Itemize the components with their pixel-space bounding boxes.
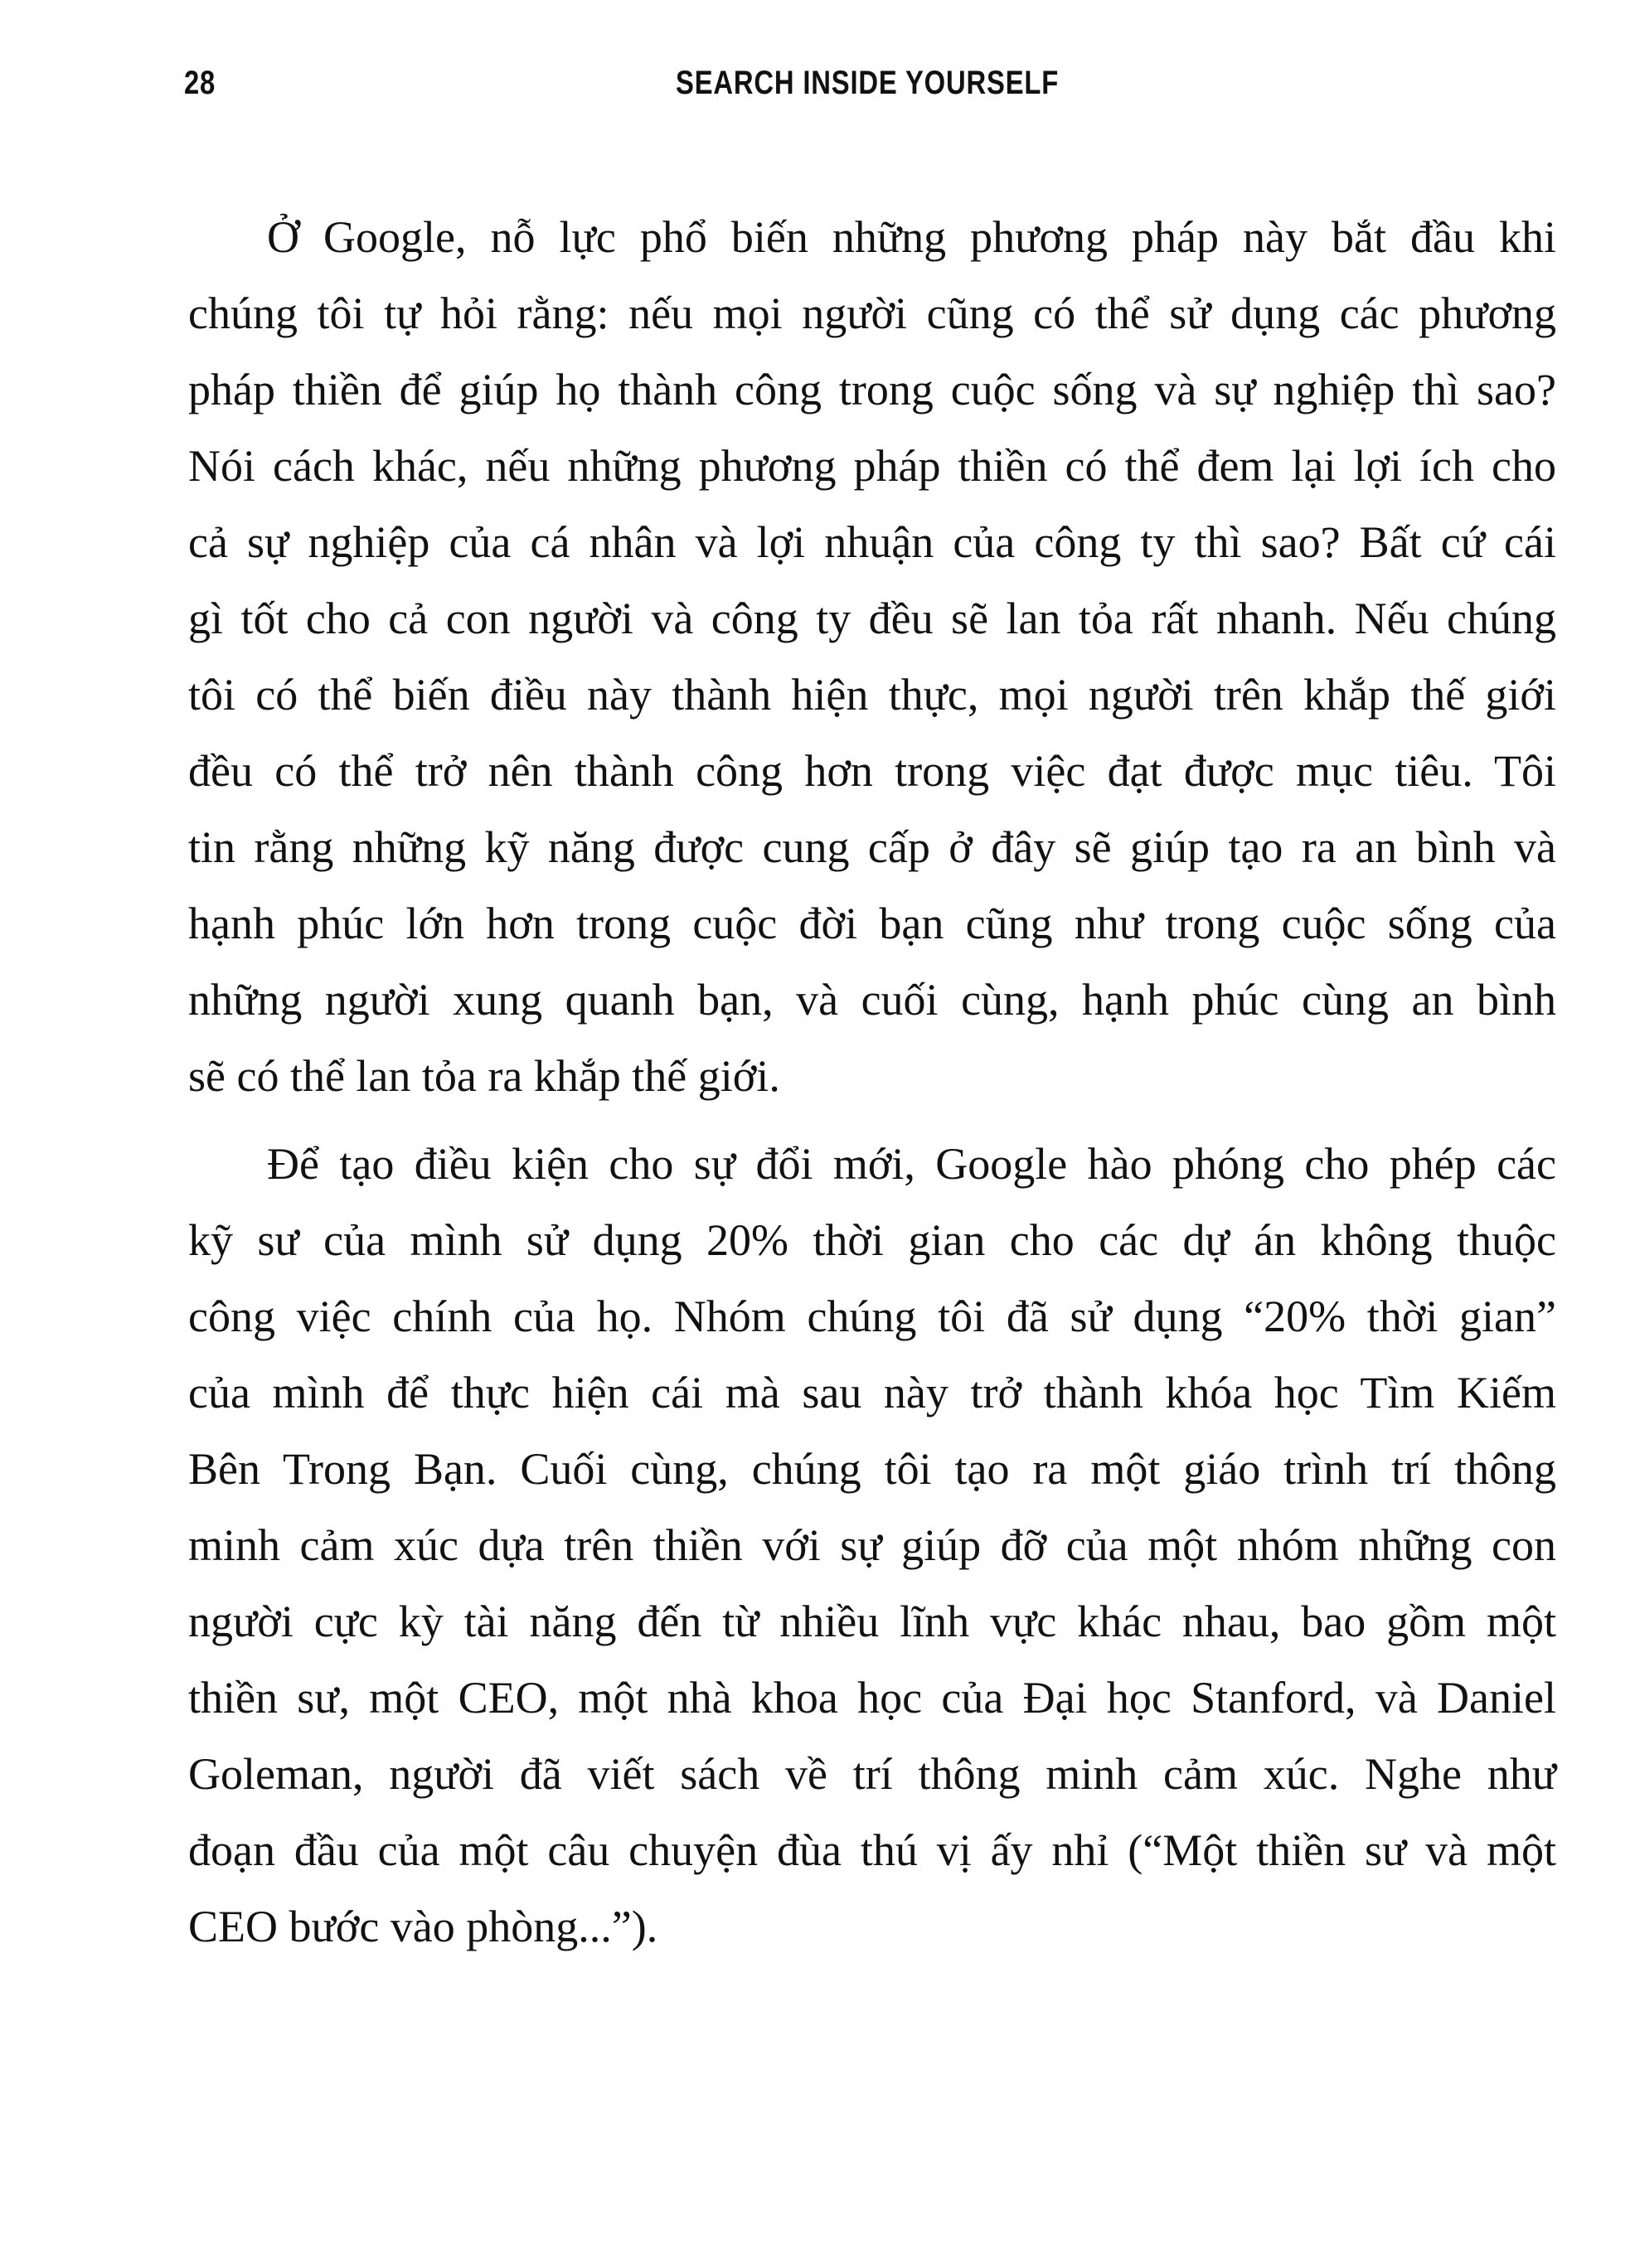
text-line: tin rằng những kỹ năng được cung cấp ở đây sẽ giúp tạo ra an bình và [188, 822, 1556, 872]
running-title: SEARCH INSIDE YOURSELF [676, 65, 1060, 101]
text-line: hạnh phúc lớn hơn trong cuộc đời bạn cũng như trong cuộc sống của [188, 899, 1556, 948]
text-line: Goleman, người đã viết sách về trí thông minh cảm xúc. Nghe như [188, 1749, 1556, 1799]
text-line: chúng tôi tự hỏi rằng: nếu mọi người cũng có thể sử dụng các phương [188, 288, 1556, 338]
text-line: Nói cách khác, nếu những phương pháp thiền có thể đem lại lợi ích cho [188, 441, 1556, 491]
text-line: Để tạo điều kiện cho sự đổi mới, Google hào phóng cho phép các [267, 1139, 1556, 1189]
text-line: công việc chính của họ. Nhóm chúng tôi đã sử dụng “20% thời gian” [188, 1292, 1556, 1341]
text-line: những người xung quanh bạn, và cuối cùng, hạnh phúc cùng an bình [188, 975, 1556, 1025]
text-line: của mình để thực hiện cái mà sau này trở thành khóa học Tìm Kiếm [188, 1368, 1556, 1418]
text-line: gì tốt cho cả con người và công ty đều sẽ lan tỏa rất nhanh. Nếu chúng [188, 594, 1556, 643]
text-line: sẽ có thể lan tỏa ra khắp thế giới. [188, 1051, 780, 1101]
text-line: tôi có thể biến điều này thành hiện thực, mọi người trên khắp thế giới [188, 670, 1556, 720]
paragraph-2 [188, 1126, 1556, 1965]
text-line: CEO bước vào phòng...”). [188, 1902, 658, 1951]
paragraph-1 [188, 199, 1556, 1114]
text-line: Bên Trong Bạn. Cuối cùng, chúng tôi tạo ra một giáo trình trí thông [188, 1444, 1556, 1494]
text-line: thiền sư, một CEO, một nhà khoa học của Đại học Stanford, và Daniel [188, 1673, 1556, 1723]
page-number: 28 [184, 65, 216, 101]
text-line: Ở Google, nỗ lực phổ biến những phương pháp này bắt đầu khi [267, 212, 1556, 262]
text-line: đoạn đầu của một câu chuyện đùa thú vị ấy nhỉ (“Một thiền sư và một [188, 1825, 1556, 1875]
text-line: cả sự nghiệp của cá nhân và lợi nhuận của công ty thì sao? Bất cứ cái [188, 517, 1556, 567]
text-line: đều có thể trở nên thành công hơn trong việc đạt được mục tiêu. Tôi [188, 746, 1556, 796]
text-line: minh cảm xúc dựa trên thiền với sự giúp đỡ của một nhóm những con [188, 1520, 1556, 1570]
text-line: pháp thiền để giúp họ thành công trong cuộc sống và sự nghiệp thì sao? [188, 365, 1556, 414]
text-line: người cực kỳ tài năng đến từ nhiều lĩnh vực khác nhau, bao gồm một [188, 1597, 1556, 1646]
text-line: kỹ sư của mình sử dụng 20% thời gian cho các dự án không thuộc [188, 1215, 1556, 1265]
